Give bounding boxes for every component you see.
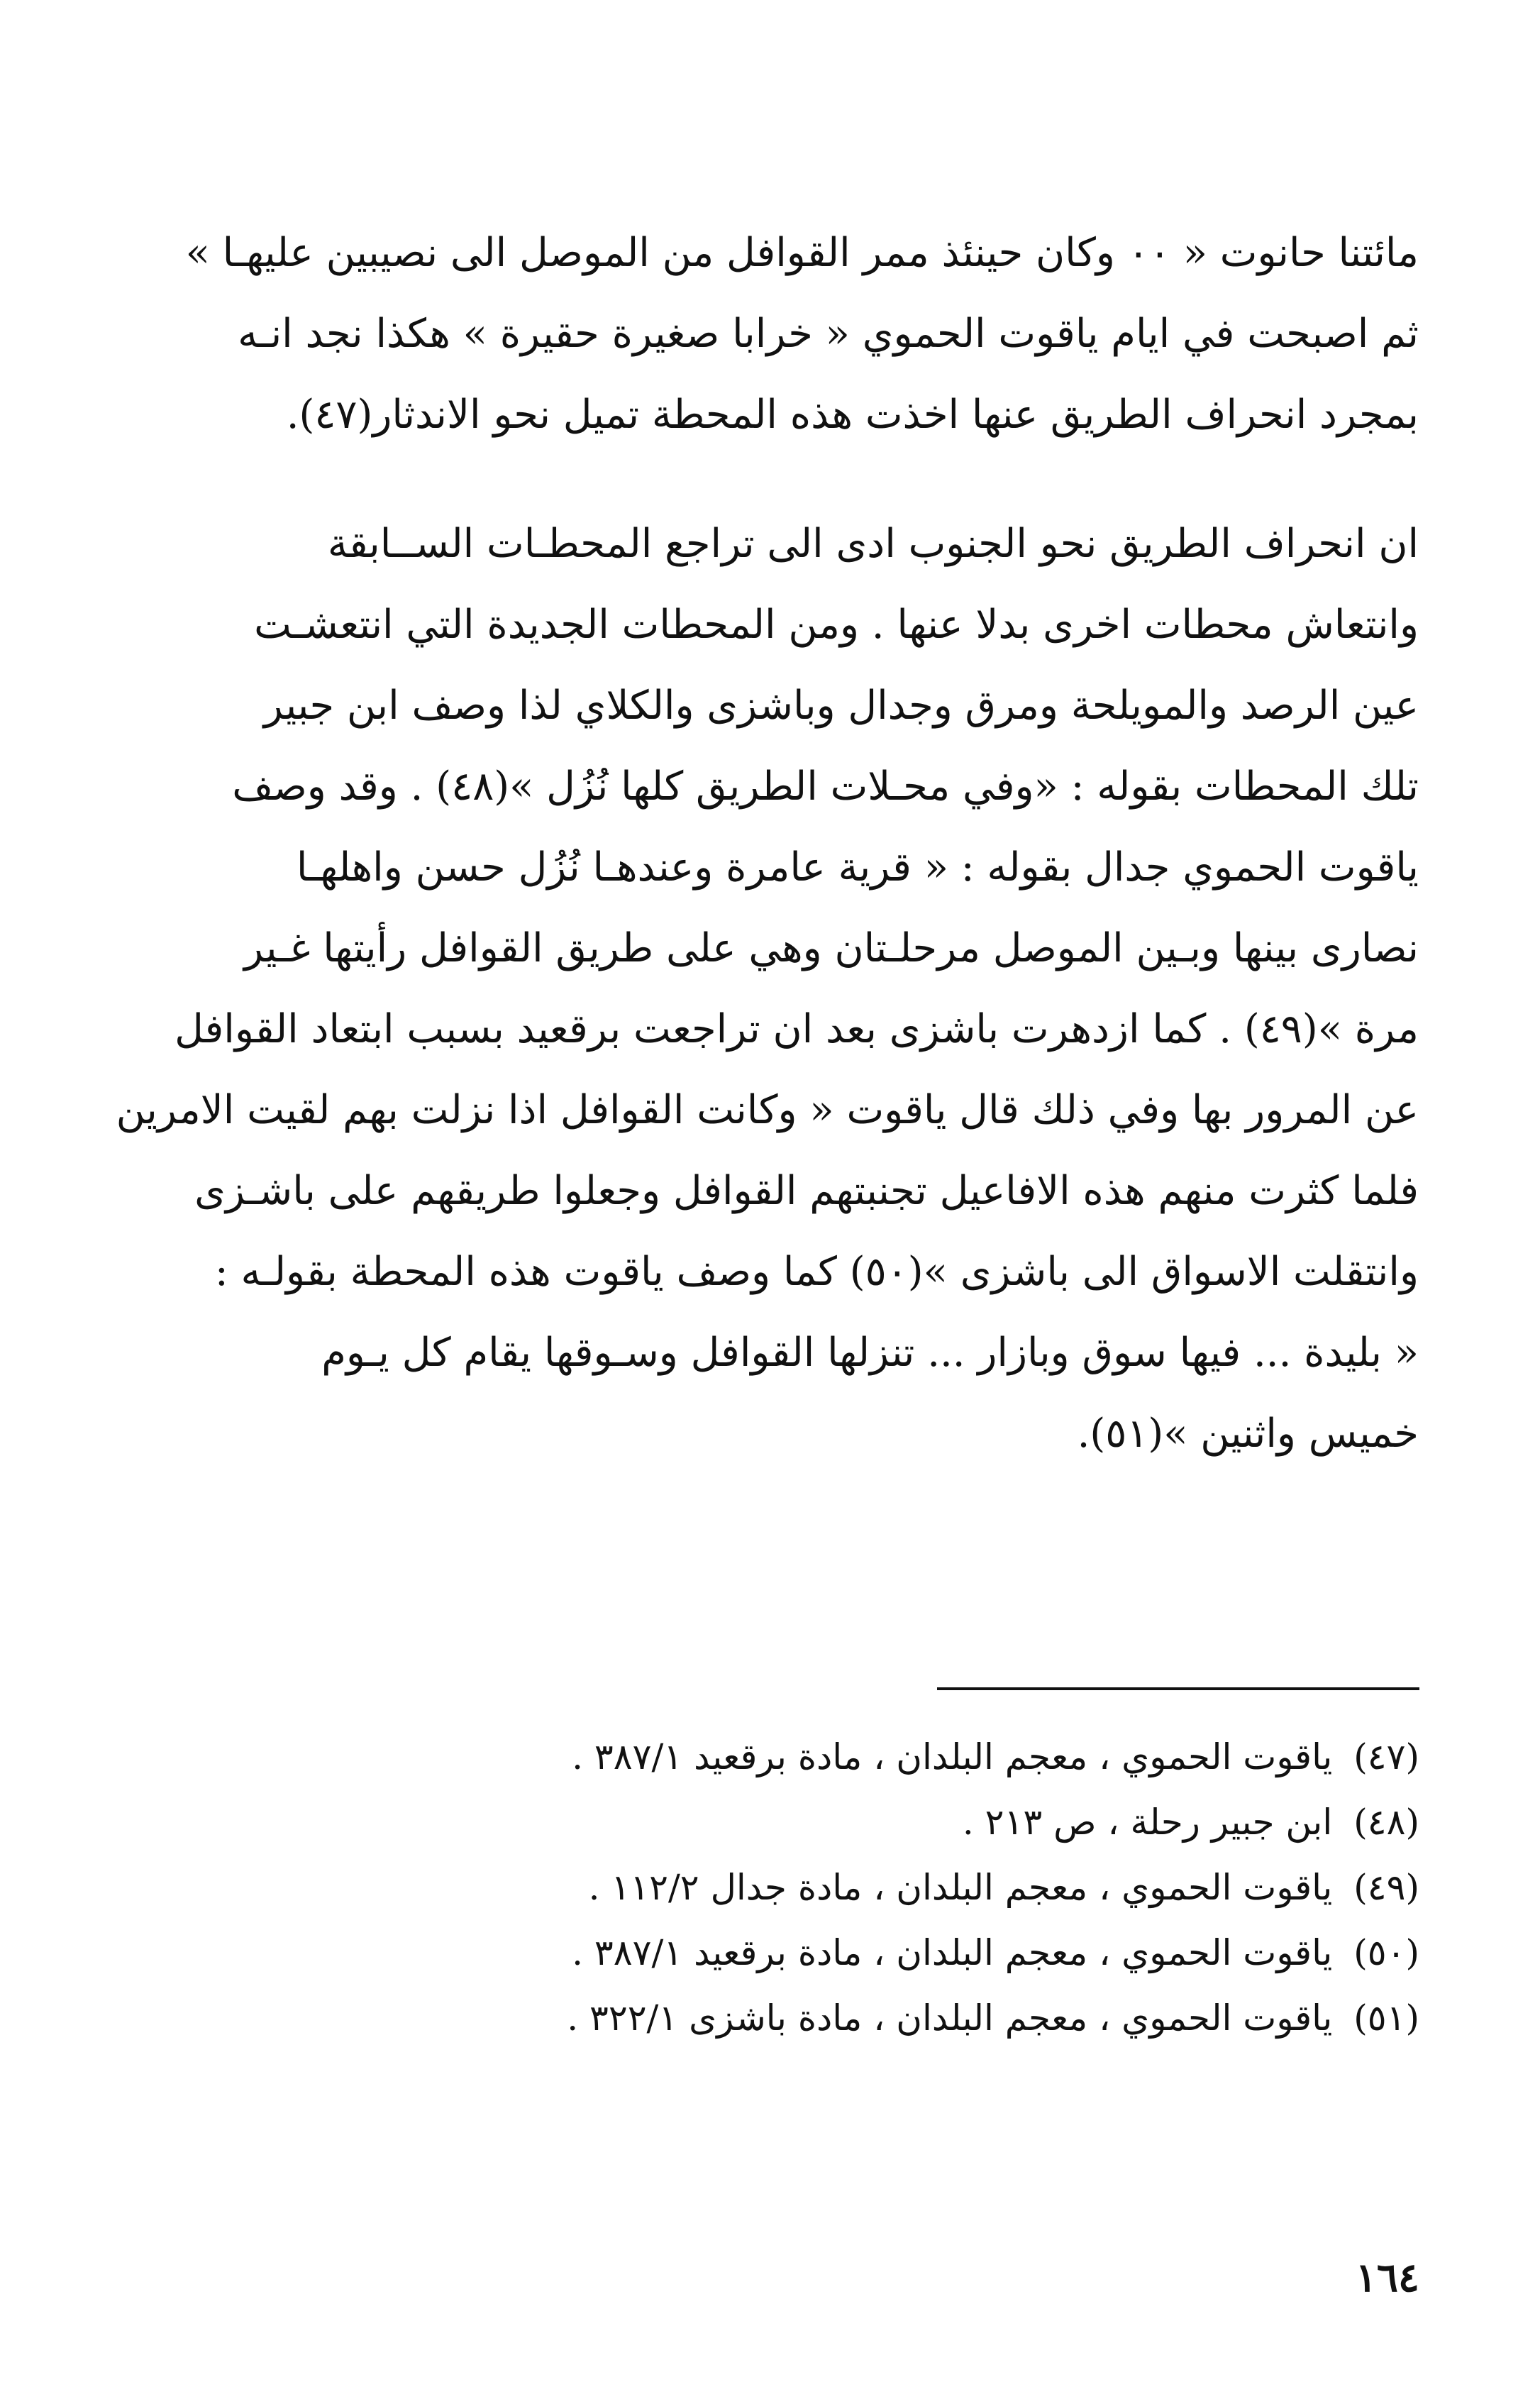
footnote-text: ابن جبير رحلة ، ص ٢١٣ . <box>962 1802 1333 1843</box>
text-line: خميس واثنين »(٥١). <box>1077 1411 1419 1457</box>
text-line: ياقوت الحموي جدال بقوله : « قرية عامرة وعندهـا نُزُل حسن واهلهـا <box>296 844 1419 891</box>
text-line: وانتقلت الاسواق الى باشزى »(٥٠) كما وصف ياقوت هذه المحطة بقولـه : <box>214 1249 1419 1295</box>
footnote-number: (٤٩) <box>1353 1867 1419 1908</box>
text-line: نصارى بينها وبـين الموصل مرحلـتان وهي على طريق القوافل رأيتها غـير <box>243 925 1419 971</box>
footnote-text: ياقوت الحموي ، معجم البلدان ، مادة باشزى ٣٢٢/١ . <box>567 1997 1333 2039</box>
footnote-47 <box>284 1724 1419 1790</box>
text-line: مائتنا حانوت « ٠٠ وكان حينئذ ممر القوافل من الموصل الى نصيبين عليهـا » <box>185 230 1419 276</box>
paragraph-2 <box>106 504 1419 1474</box>
text-line: ان انحراف الطريق نحو الجنوب ادى الى تراجع المحطـات الســابقة <box>327 521 1419 567</box>
footnote-51 <box>284 1985 1419 2051</box>
text-line: ثم اصبحت في ايام ياقوت الحموي « خرابا صغيرة حقيرة » هكذا نجد انـه <box>238 311 1419 357</box>
paragraph-1 <box>106 213 1419 456</box>
footnote-number: (٤٧) <box>1353 1736 1419 1777</box>
footnote-48 <box>284 1790 1419 1855</box>
text-line: عن المرور بها وفي ذلك قال ياقوت « وكانت القوافل اذا نزلت بهم لقيت الامرين <box>116 1087 1419 1133</box>
footnotes <box>284 1724 1419 2051</box>
footnote-49 <box>284 1855 1419 1920</box>
footnote-50 <box>284 1920 1419 1985</box>
text-line: مرة »(٤٩) . كما ازدهرت باشزى بعد ان تراجعت برقعيد بسبب ابتعاد القوافل <box>175 1006 1419 1052</box>
page-number: ١٦٤ <box>1355 2254 1419 2301</box>
text-line: تلك المحطات بقوله : «وفي محـلات الطريق كلها نُزُل »(٤٨) . وقد وصف <box>232 763 1419 810</box>
footnote-text: ياقوت الحموي ، معجم البلدان ، مادة برقعيد ٣٨٧/١ . <box>572 1736 1333 1777</box>
text-line: عين الرصد والمويلحة ومرق وجدال وباشزى والكلاي لذا وصف ابن جبير <box>263 683 1419 729</box>
text-line: وانتعاش محطات اخرى بدلا عنها . ومن المحطات الجديدة التي انتعشـت <box>254 602 1419 648</box>
text-line: بمجرد انحراف الطريق عنها اخذت هذه المحطة تميل نحو الاندثار(٤٧). <box>286 392 1419 438</box>
text-line: « بليدة ... فيها سوق وبازار ... تنزلها القوافل وسـوقها يقام كل يـوم <box>321 1330 1419 1376</box>
text-line: فلما كثرت منهم هذه الافاعيل تجنبتهم القوافل وجعلوا طريقهم على باشـزى <box>194 1168 1419 1214</box>
footnote-divider <box>937 1687 1419 1690</box>
footnote-text: ياقوت الحموي ، معجم البلدان ، مادة جدال ١١٢/٢ . <box>588 1867 1333 1908</box>
footnote-number: (٤٨) <box>1353 1802 1419 1843</box>
footnote-number: (٥٠) <box>1353 1932 1419 1973</box>
footnote-number: (٥١) <box>1353 1997 1419 2039</box>
footnote-text: ياقوت الحموي ، معجم البلدان ، مادة برقعيد ٣٨٧/١ . <box>572 1932 1333 1973</box>
